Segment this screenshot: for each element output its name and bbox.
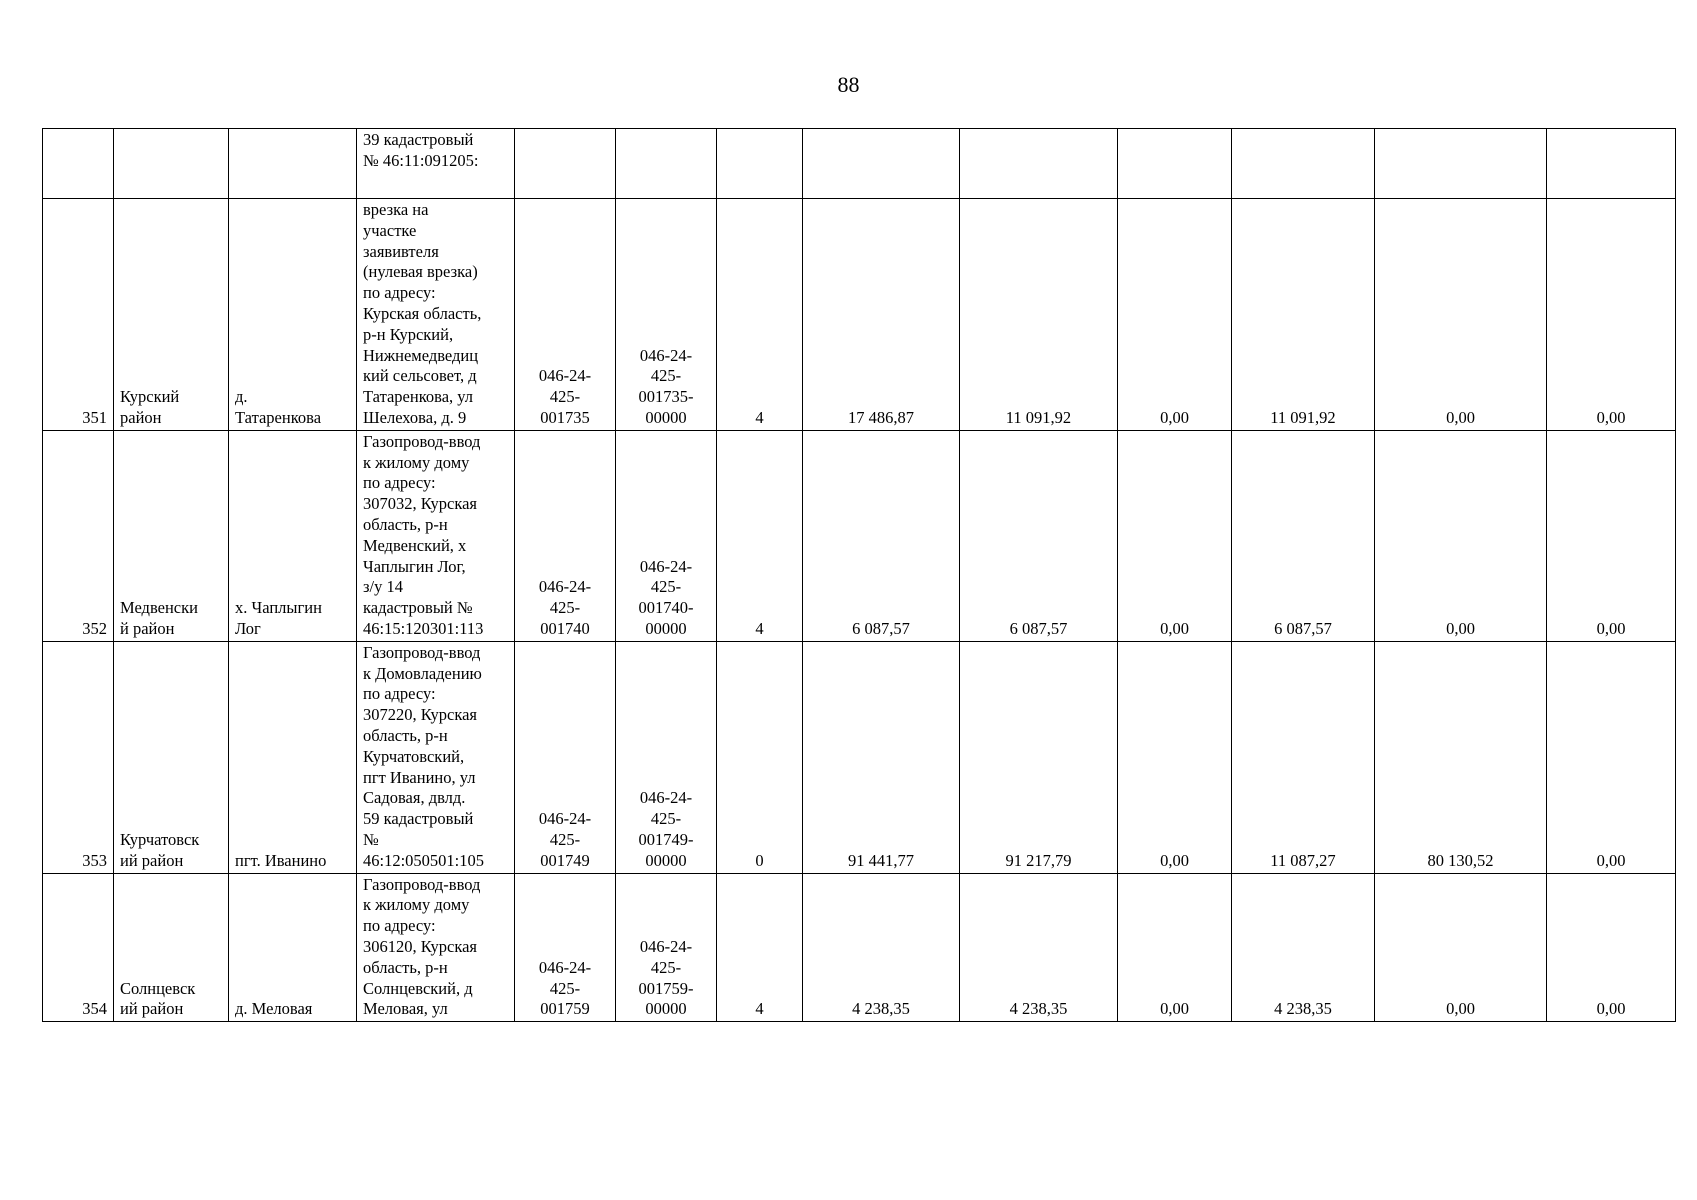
- table-row: [43, 199, 1676, 431]
- amount-cell-3: 0,00: [1118, 873, 1232, 1022]
- address-cell: врезка на участке заявивтеля (нулевая врезка) по адресу: Курская область, р-н Курский, Нижнемедведиц кий сельсовет, д Татаренкова, ул Шелехова, д. 9: [357, 199, 515, 431]
- amount-cell-2: 91 217,79: [960, 641, 1118, 873]
- amount-cell-3: 0,00: [1118, 430, 1232, 641]
- table-cell: [1375, 129, 1547, 199]
- table-cell: [717, 129, 803, 199]
- full-code-cell: 046-24- 425- 001759- 00000: [616, 873, 717, 1022]
- table-row: [43, 641, 1676, 873]
- amount-cell-5: 0,00: [1375, 873, 1547, 1022]
- amount-cell-1: 91 441,77: [803, 641, 960, 873]
- table-cell: [1547, 129, 1676, 199]
- category-cell: 4: [717, 430, 803, 641]
- amount-cell-5: 80 130,52: [1375, 641, 1547, 873]
- amount-cell-6: 0,00: [1547, 641, 1676, 873]
- table-cell: [616, 129, 717, 199]
- gas-connection-registry-table: [42, 128, 1676, 1022]
- address-cell: Газопровод-ввод к жилому дому по адресу: 307032, Курская область, р-н Медвенский, х Чаплыгин Лог, з/у 14 кадастровый № 46:15:120301:113: [357, 430, 515, 641]
- amount-cell-2: 4 238,35: [960, 873, 1118, 1022]
- amount-cell-6: 0,00: [1547, 873, 1676, 1022]
- amount-cell-1: 4 238,35: [803, 873, 960, 1022]
- amount-cell-4: 4 238,35: [1232, 873, 1375, 1022]
- code-cell: 046-24- 425- 001740: [515, 430, 616, 641]
- amount-cell-3: 0,00: [1118, 199, 1232, 431]
- locality-cell: д. Меловая: [229, 873, 357, 1022]
- category-cell: 4: [717, 873, 803, 1022]
- district-cell: Медвенски й район: [114, 430, 229, 641]
- district-cell: Курчатовск ий район: [114, 641, 229, 873]
- code-cell: 046-24- 425- 001759: [515, 873, 616, 1022]
- address-cell: 39 кадастровый № 46:11:091205:: [357, 129, 515, 199]
- table-cell: [960, 129, 1118, 199]
- table-cell: [229, 129, 357, 199]
- district-cell: Курский район: [114, 199, 229, 431]
- amount-cell-1: 6 087,57: [803, 430, 960, 641]
- locality-cell: д. Татаренкова: [229, 199, 357, 431]
- amount-cell-6: 0,00: [1547, 199, 1676, 431]
- table-cell: [1118, 129, 1232, 199]
- locality-cell: пгт. Иванино: [229, 641, 357, 873]
- amount-cell-3: 0,00: [1118, 641, 1232, 873]
- table-row: [43, 430, 1676, 641]
- full-code-cell: 046-24- 425- 001735- 00000: [616, 199, 717, 431]
- full-code-cell: 046-24- 425- 001740- 00000: [616, 430, 717, 641]
- code-cell: 046-24- 425- 001749: [515, 641, 616, 873]
- address-cell: Газопровод-ввод к Домовладению по адресу: 307220, Курская область, р-н Курчатовский, пгт Иванино, ул Садовая, двлд. 59 кадастровый № 46:12:050501:105: [357, 641, 515, 873]
- table-cell: [43, 129, 114, 199]
- full-code-cell: 046-24- 425- 001749- 00000: [616, 641, 717, 873]
- category-cell: 4: [717, 199, 803, 431]
- amount-cell-2: 11 091,92: [960, 199, 1118, 431]
- table-cell: [114, 129, 229, 199]
- category-cell: 0: [717, 641, 803, 873]
- table-row: [43, 873, 1676, 1022]
- table-cell: [803, 129, 960, 199]
- table-cell: [1232, 129, 1375, 199]
- table-cell: [515, 129, 616, 199]
- row-index-cell: 351: [43, 199, 114, 431]
- row-index-cell: 352: [43, 430, 114, 641]
- amount-cell-4: 11 087,27: [1232, 641, 1375, 873]
- address-cell: Газопровод-ввод к жилому дому по адресу: 306120, Курская область, р-н Солнцевский, д Меловая, ул: [357, 873, 515, 1022]
- page-number: 88: [837, 72, 860, 97]
- amount-cell-4: 11 091,92: [1232, 199, 1375, 431]
- district-cell: Солнцевск ий район: [114, 873, 229, 1022]
- amount-cell-2: 6 087,57: [960, 430, 1118, 641]
- code-cell: 046-24- 425- 001735: [515, 199, 616, 431]
- amount-cell-5: 0,00: [1375, 430, 1547, 641]
- amount-cell-4: 6 087,57: [1232, 430, 1375, 641]
- amount-cell-1: 17 486,87: [803, 199, 960, 431]
- locality-cell: х. Чаплыгин Лог: [229, 430, 357, 641]
- amount-cell-5: 0,00: [1375, 199, 1547, 431]
- table-row-continuation: [43, 129, 1676, 199]
- amount-cell-6: 0,00: [1547, 430, 1676, 641]
- row-index-cell: 353: [43, 641, 114, 873]
- row-index-cell: 354: [43, 873, 114, 1022]
